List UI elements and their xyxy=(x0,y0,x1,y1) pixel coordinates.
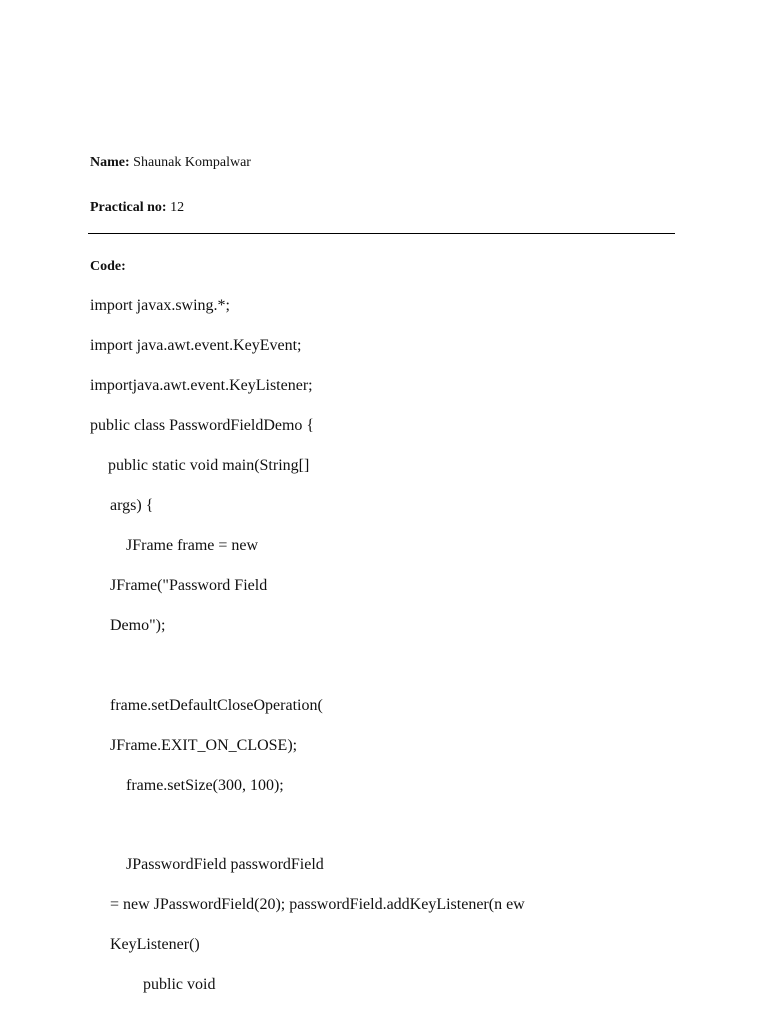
code-line: public void xyxy=(143,976,216,993)
code-heading: Code: xyxy=(90,259,126,274)
name-value: Shaunak Kompalwar xyxy=(133,155,251,170)
practical-value: 12 xyxy=(170,200,185,215)
name-field xyxy=(90,155,251,171)
code-line: frame.setDefaultCloseOperation( xyxy=(110,697,323,714)
practical-field xyxy=(90,200,184,216)
code-line: import java.awt.event.KeyEvent; xyxy=(90,337,302,354)
code-line: frame.setSize(300, 100); xyxy=(126,777,284,794)
code-line: = new JPasswordField(20); passwordField.addKeyListener(n ew xyxy=(110,896,525,913)
code-line: public static void main(String[] xyxy=(108,457,310,474)
practical-label: Practical no: xyxy=(90,200,167,215)
code-line: import javax.swing.*; xyxy=(90,297,230,314)
code-line: JFrame("Password Field xyxy=(110,577,268,594)
code-line: JFrame frame = new xyxy=(126,537,259,554)
code-line: KeyListener() xyxy=(110,936,200,953)
code-line: public class PasswordFieldDemo { xyxy=(90,417,315,434)
code-line: args) { xyxy=(110,497,154,514)
name-label: Name: xyxy=(90,155,130,170)
header-divider xyxy=(88,233,675,234)
code-line: importjava.awt.event.KeyListener; xyxy=(90,377,313,394)
code-line: JFrame.EXIT_ON_CLOSE); xyxy=(110,737,298,754)
code-line: JPasswordField passwordField xyxy=(126,856,324,873)
code-line: Demo"); xyxy=(110,617,166,634)
